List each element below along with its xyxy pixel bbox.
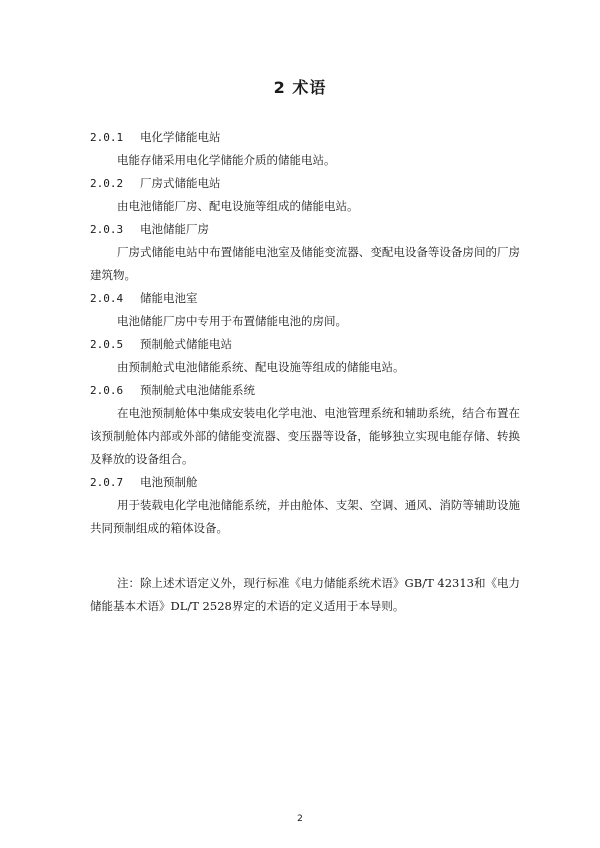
term-definition: 厂房式储能电站中布置储能电池室及储能变流器、变配电设备等设备房间的厂房建筑物。 bbox=[90, 245, 520, 282]
term-name: 电池预制舱 bbox=[140, 475, 198, 489]
term-number: 2.0.3 bbox=[90, 223, 124, 236]
term-definition: 由电池储能厂房、配电设施等组成的储能电站。 bbox=[117, 199, 359, 213]
term-entry bbox=[90, 126, 520, 172]
term-name: 预制舱式储能电站 bbox=[140, 337, 232, 351]
term-heading bbox=[90, 379, 520, 402]
definition-note: 注：除上述术语定义外，现行标准《电力储能系统术语》GB/T 42313和《电力储能基本术语》DL/T 2528界定的术语的定义适用于本导则。 bbox=[90, 576, 520, 613]
term-definition: 电能存储采用电化学储能介质的储能电站。 bbox=[117, 153, 336, 167]
term-entry bbox=[90, 471, 520, 540]
terms-list bbox=[90, 126, 520, 540]
term-number: 2.0.1 bbox=[90, 131, 124, 144]
term-definition: 用于装载电化学电池储能系统，并由舱体、支架、空调、通风、消防等辅助设施共同预制组成的箱体设备。 bbox=[90, 498, 520, 535]
term-definition: 在电池预制舱体中集成安装电化学电池、电池管理系统和辅助系统，结合布置在该预制舱体内部或外部的储能变流器、变压器等设备，能够独立实现电能存储、转换及释放的设备组合。 bbox=[90, 406, 520, 466]
term-heading bbox=[90, 126, 520, 149]
term-heading bbox=[90, 287, 520, 310]
term-entry bbox=[90, 172, 520, 218]
term-entry bbox=[90, 287, 520, 333]
term-heading bbox=[90, 218, 520, 241]
section-title: 2 术语 bbox=[273, 78, 327, 97]
term-number: 2.0.6 bbox=[90, 384, 124, 397]
term-name: 厂房式储能电站 bbox=[140, 176, 221, 190]
term-name: 储能电池室 bbox=[140, 291, 198, 305]
term-entry bbox=[90, 218, 520, 287]
term-definition: 电池储能厂房中专用于布置储能电池的房间。 bbox=[117, 314, 347, 328]
term-number: 2.0.2 bbox=[90, 177, 124, 190]
term-number: 2.0.4 bbox=[90, 292, 124, 305]
term-heading bbox=[90, 333, 520, 356]
term-number: 2.0.7 bbox=[90, 476, 124, 489]
term-name: 预制舱式电池储能系统 bbox=[140, 383, 255, 397]
term-name: 电池储能厂房 bbox=[140, 222, 209, 236]
term-definition: 由预制舱式电池储能系统、配电设施等组成的储能电站。 bbox=[117, 360, 405, 374]
term-number: 2.0.5 bbox=[90, 338, 124, 351]
term-heading bbox=[90, 172, 520, 195]
term-name: 电化学储能电站 bbox=[140, 130, 221, 144]
term-heading bbox=[90, 471, 520, 494]
term-entry bbox=[90, 333, 520, 379]
page-number: 2 bbox=[297, 814, 303, 824]
term-entry bbox=[90, 379, 520, 471]
